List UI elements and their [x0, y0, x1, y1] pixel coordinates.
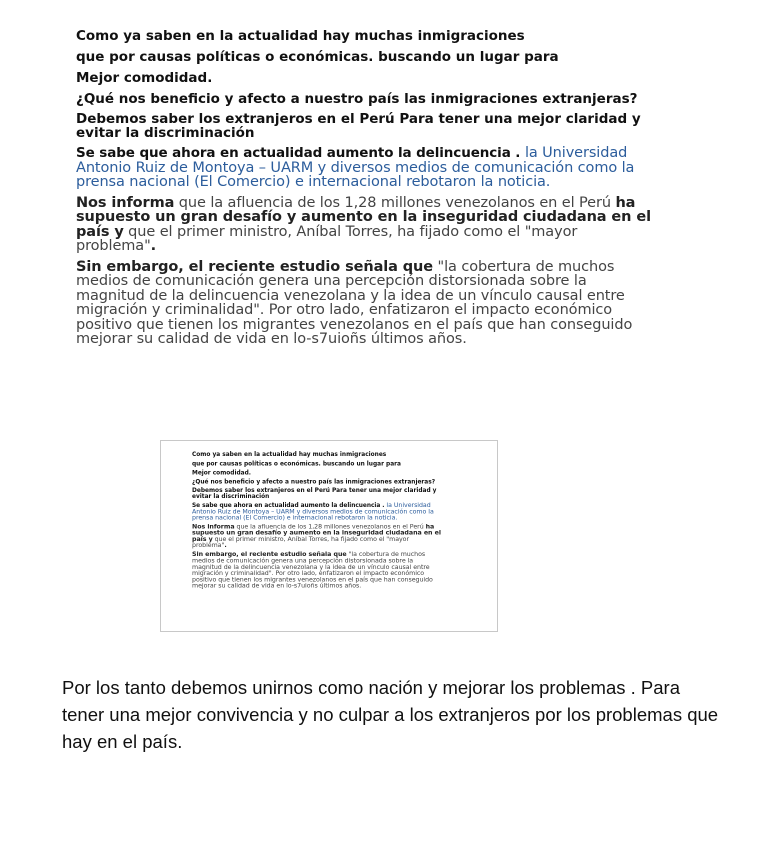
informa-emphasis: ha supuesto un gran desafío y aumento en la inseguridad ciudadana en el país y [76, 194, 651, 240]
informa-text-2: que el primer ministro, Aníbal Torres, ha fijado como el "mayor problema" [76, 223, 578, 254]
document-text [76, 28, 656, 347]
document-thumbnail-image [160, 440, 498, 632]
informa-paragraph [76, 196, 656, 254]
intro-line-1: Como ya saben en la actualidad hay muchas inmigraciones [76, 28, 525, 44]
extranjeros-line-2: evitar la discriminación [76, 125, 255, 141]
conclusion-paragraph: Por los tanto debemos unirnos como nación y mejorar los problemas . Para tener una mejor convivencia y no culpar a los extranjeros por los problemas que hay en el país. [62, 677, 719, 752]
extranjeros-line-1: Debemos saber los extranjeros en el Perú Para tener una mejor claridad y [76, 111, 641, 127]
intro-line-2: que por causas políticas o económicas. buscando un lugar para [76, 49, 559, 65]
delincuencia-paragraph [76, 146, 656, 190]
informa-text-1: que la afluencia de los 1,28 millones venezolanos en el Perú [174, 194, 616, 211]
delincuencia-source: la Universidad Antonio Ruiz de Montoya – UARM y diversos medios de comunicación como la prensa nacional (El Comercio) e internacional rebotaron la noticia. [76, 145, 635, 190]
delincuencia-intro: Se sabe que ahora en actualidad aumento la delincuencia . [76, 145, 525, 161]
thumbnail-content: Como ya saben en la actualidad hay muchas inmigraciones que por causas políticas o económicas. buscando un lugar para Mejor comodidad. ¿Qué nos beneficio y afecto a nuestro país las inmigraciones extranjeras? Debemos saber los extranjeros en el Perú Para tener una mejor claridad y evitar la discriminación Se sabe que ahora en actualidad aumento la delincuencia . la Universidad Antonio Ruiz de Montoya – UARM y diversos medios de comunicación como la prensa nacional (El Comercio) e internacional rebotaron la noticia. Nos informa que la afluencia de los 1,28 millones venezolanos en el Perú ha supuesto un gran desafío y aumento en la inseguridad ciudadana en el país y que el primer ministro, Aníbal Torres, ha fijado como el "mayor problema". Sin embargo, el reciente estudio señala que "la cobertura de muchos medios de comunicación genera una percepción distorsionada sobre la magnitud de la delincuencia venezolana y la idea de un vínculo causal entre migración y criminalidad". Por otro lado, enfatizaron el impacto económico positivo que tienen los migrantes venezolanos en el país que han conseguido mejorar su calidad de vida en lo-s7uioñs últimos años. [192, 451, 441, 590]
intro-line-3: Mejor comodidad. [76, 70, 213, 86]
embargo-text: "la cobertura de muchos medios de comunicación genera una percepción distorsionada sobre la magnitud de la delincuencia venezolana y la idea de un vínculo causal entre migración y criminalidad". Por otro lado, enfatizaron el impacto económico positivo que tienen los migrantes venezolanos en el país que han conseguido mejorar su calidad de vida en lo-s7uioñs últimos años. [76, 258, 633, 347]
informa-period: . [150, 238, 157, 254]
informa-lead: Nos informa [76, 194, 175, 211]
intro-question: ¿Qué nos beneficio y afecto a nuestro país las inmigraciones extranjeras? [76, 91, 638, 107]
embargo-lead: Sin embargo, el reciente estudio señala que [76, 258, 434, 275]
embargo-paragraph [76, 260, 656, 347]
